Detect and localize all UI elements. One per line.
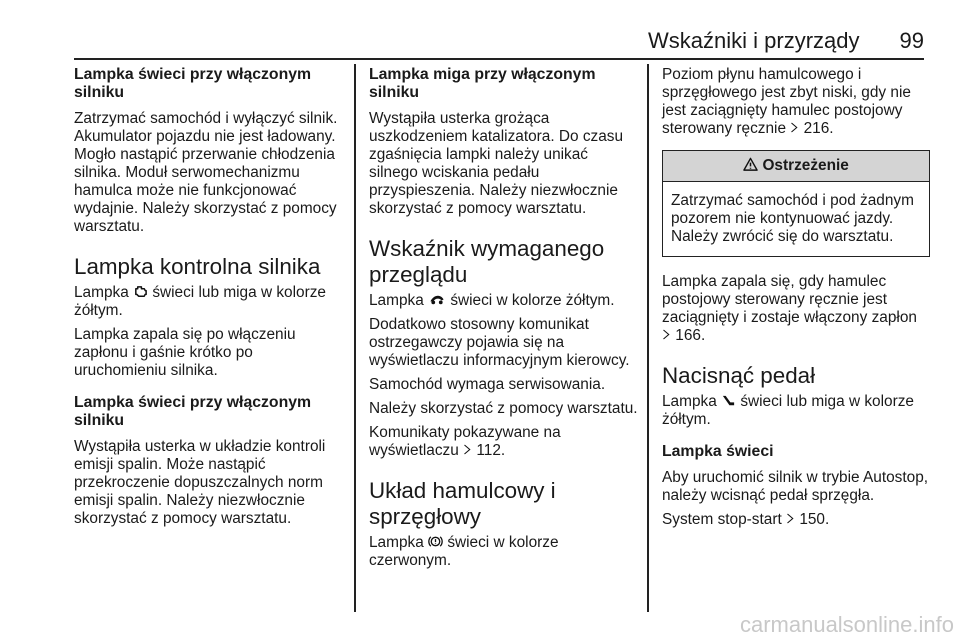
paragraph: Należy skorzystać z pomocy warsztatu. (369, 400, 638, 417)
section-heading: Lampka świeci przy włączonym silniku (74, 394, 312, 429)
paragraph: Samochód wymaga serwisowania. (369, 376, 606, 393)
column-divider (354, 64, 356, 612)
paragraph: Zatrzymać samochód i wyłączyć silnik. Akumulator pojazdu nie jest ładowany. Mogło nastąpić przerwanie chłodzenia silnika. Moduł serwomechanizmu hamulca może nie funkcjonować wydajnie. Należy skorzystać z pomocy warsztatu. (74, 110, 338, 235)
warning-box (662, 150, 930, 257)
paragraph: Wystąpiła usterka w układzie kontroli emisji spalin. Może nastąpić przekroczenie dopuszczalnych norm emisji spalin. Należy niezwłocznie skorzystać z pomocy warsztatu. (74, 438, 326, 527)
paragraph: Aby uruchomić silnik w trybie Autostop, należy wcisnąć pedał sprzęgła. (662, 469, 929, 504)
paragraph: Lampka zapala się, gdy hamulec postojowy sterowany ręcznie jest zaciągnięty i zostaje włączony zapłon 166. (662, 273, 917, 344)
engine-check-icon (133, 284, 148, 299)
page-header (74, 26, 924, 56)
section-title: Wskaźnik wymaganego przeglądu (369, 236, 605, 287)
column-1 (74, 66, 346, 534)
page-reference-arrow-icon (662, 327, 671, 342)
section-heading: Lampka świeci przy włączonym silniku (74, 66, 312, 101)
clutch-pedal-icon (721, 393, 736, 408)
paragraph: Dodatkowo stosowny komunikat ostrzegawczy pojawia się na wyświetlaczu informacyjnym kierowcy. (369, 316, 630, 369)
section-title: Nacisnąć pedał (662, 363, 816, 388)
watermark: carmanualsonline.info (739, 612, 954, 637)
column-divider (647, 64, 649, 612)
header-rule (74, 58, 924, 60)
brake-warning-icon (428, 534, 443, 549)
paragraph: Lampka świeci w kolorze żółtym. (369, 292, 615, 309)
page-title: Wskaźniki i przyrządy (648, 28, 860, 53)
warning-body: Zatrzymać samochód i pod żadnym pozorem nie kontynuować jazdy. Należy zwrócić się do warsztatu. (671, 192, 914, 245)
paragraph: Poziom płynu hamulcowego i sprzęgłowego jest zbyt niski, gdy nie jest zaciągnięty hamulec postojowy sterowany ręcznie 216. (662, 66, 911, 137)
section-title: Lampka kontrolna silnika (74, 254, 321, 279)
service-wrench-car-icon (428, 292, 446, 307)
paragraph: Lampka świeci w kolorze czerwonym. (369, 534, 559, 569)
paragraph: Lampka świeci lub miga w kolorze żółtym. (74, 284, 326, 319)
warning-title: Ostrzeżenie (663, 151, 929, 182)
column-3 (662, 66, 930, 535)
warning-triangle-icon (743, 157, 758, 172)
section-title: Układ hamulcowy i sprzęgłowy (369, 478, 556, 529)
page-reference-arrow-icon (463, 442, 472, 457)
paragraph: Wystąpiła usterka grożąca uszkodzeniem katalizatora. Do czasu zgaśnięcia lampki należy unikać silnego wciskania pedału przyspieszenia. Należy niezwłocznie skorzystać z pomocy warsztatu. (369, 110, 624, 217)
page-reference-arrow-icon (786, 511, 795, 526)
paragraph: Komunikaty pokazywane na wyświetlaczu 112. (369, 424, 561, 459)
paragraph: Lampka świeci lub miga w kolorze żółtym. (662, 393, 914, 428)
paragraph: Lampka zapala się po włączeniu zapłonu i gaśnie krótko po uruchomieniu silnika. (74, 326, 296, 379)
page-reference-arrow-icon (790, 120, 799, 135)
paragraph: System stop-start 150. (662, 511, 830, 528)
column-2 (369, 66, 641, 576)
page-number: 99 (899, 28, 924, 53)
section-heading: Lampka świeci (662, 443, 774, 460)
section-heading: Lampka miga przy włączonym silniku (369, 66, 596, 101)
